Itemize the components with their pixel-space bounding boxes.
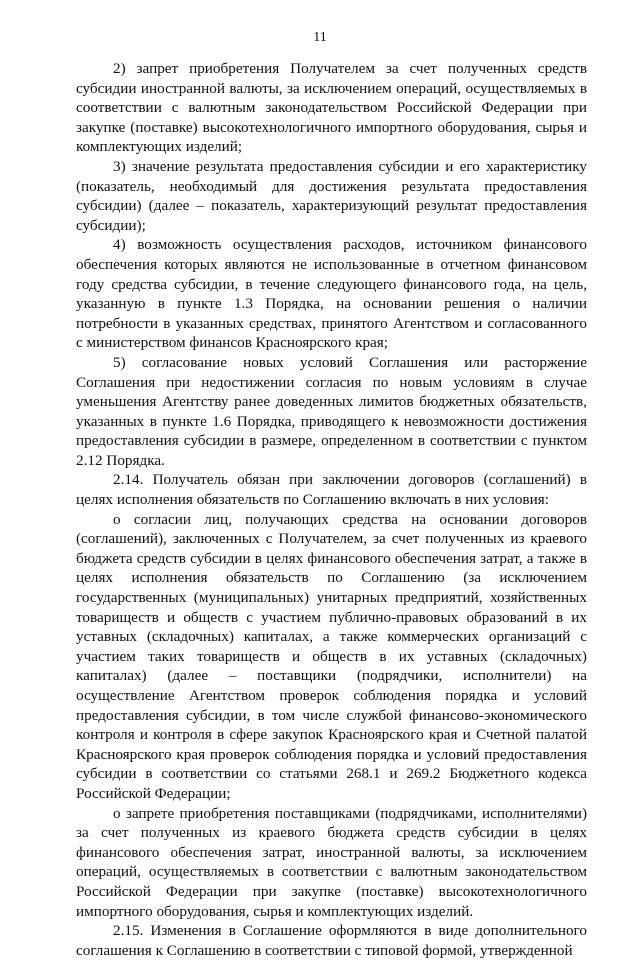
- document-body: [76, 59, 587, 960]
- paragraph-clause-2-15: 2.15. Изменения в Соглашение оформляются в виде дополнительного соглашения к Соглашению в соответствии с типовой формой, утвержденной: [76, 922, 587, 959]
- paragraph-clause-2-14: 2.14. Получатель обязан при заключении договоров (соглашений) в целях исполнения обязательств по Соглашению включать в них условия:: [76, 471, 587, 509]
- page-number: 11: [313, 30, 327, 45]
- paragraph-consent-condition: о согласии лиц, получающих средства на основании договоров (соглашений), заключенных с Получателем, за счет полученных из краевого бюджета средств субсидии в целях финансового обеспечения затрат, а также в целях исполнения обязательств по Соглашению (за исключением государственных (муниципальных) унитарных предприятий, хозяйственных товариществ и обществ с участием публично-правовых образований в их уставных (складочных) капиталах, а также коммерческих организаций с участием таких товариществ и обществ в их уставных (складочных) капиталах) (далее – поставщики (подрядчики, исполнители) на осуществление Агентством проверок соблюдения порядка и условий предоставления субсидии, в том числе службой финансово-экономического контроля и контроля в сфере закупок Красноярского края и Счетной палатой Красноярского края проверок соблюдения порядка и условий предоставления субсидии в соответствии со статьями 268.1 и 269.2 Бюджетного кодекса Российской Федерации;: [76, 510, 587, 802]
- paragraph-item-3: 3) значение результата предоставления субсидии и его характеристику (показатель, необходимый для достижения результата предоставления субсидии) (далее – показатель, характеризующий результат предоставления субсидии);: [76, 157, 587, 234]
- paragraph-currency-ban-condition: о запрете приобретения поставщиками (подрядчиками, исполнителями) за счет полученных из краевого бюджета средств субсидии в целях финансового обеспечения затрат, иностранной валюты, за исключением операций, осуществляемых в соответствии с валютным законодательством Российской Федерации при закупке (поставке) высокотехнологичного импортного оборудования, сырья и комплектующих изделий.: [76, 804, 587, 920]
- paragraph-item-2: 2) запрет приобретения Получателем за счет полученных средств субсидии иностранной валюты, за исключением операций, осуществляемых в соответствии с валютным законодательством Российской Федерации при закупке (поставке) высокотехнологичного импортного оборудования, сырья и комплектующих изделий;: [76, 60, 587, 156]
- paragraph-item-5: 5) согласование новых условий Соглашения или расторжение Соглашения при недостижении согласия по новым условиям в случае уменьшения Агентству ранее доведенных лимитов бюджетных обязательств, указанных в пункте 1.6 Порядка, приводящего к невозможности достижения предоставления субсидии в размере, определенном в соответствии с пунктом 2.12 Порядка.: [76, 353, 587, 469]
- paragraph-item-4: 4) возможность осуществления расходов, источником финансового обеспечения которых являются не использованные в отчетном финансовом году средства субсидии, в течение следующего финансового года, на цель, указанную в пункте 1.3 Порядка, на основании решения о наличии потребности в указанных средствах, принятого Агентством и согласованного с министерством финансов Красноярского края;: [76, 236, 587, 352]
